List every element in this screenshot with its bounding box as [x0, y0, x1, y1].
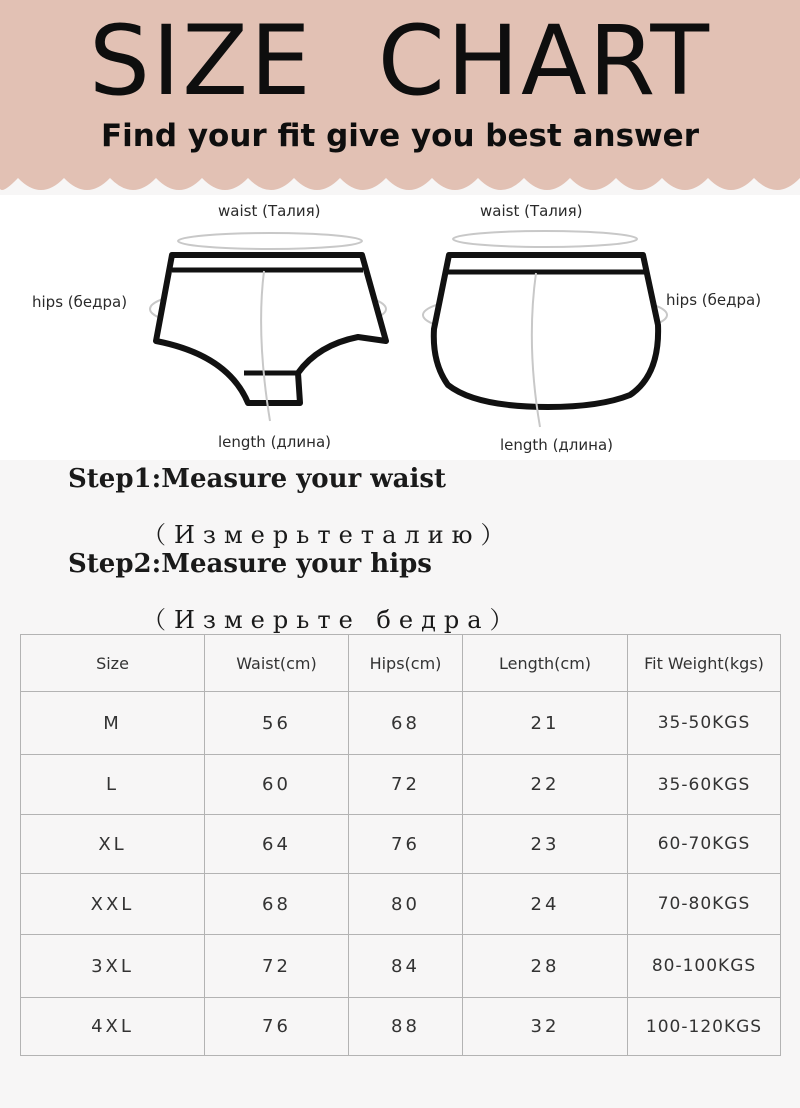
- page-title: SIZE CHART: [89, 5, 711, 117]
- header-waist: Waist(cm): [205, 635, 349, 692]
- underwear-illustrations: [0, 195, 800, 460]
- waist-cell: 60: [205, 755, 349, 815]
- size-cell: 3XL: [21, 935, 205, 998]
- waist-guide-left: [178, 233, 362, 249]
- size-cell: XL: [21, 815, 205, 874]
- waist-cell: 76: [205, 998, 349, 1056]
- length-cell: 21: [463, 692, 628, 755]
- hips-label-right: hips (бедра): [666, 291, 762, 309]
- size-cell: M: [21, 692, 205, 755]
- header-hips: Hips(cm): [349, 635, 463, 692]
- waist-cell: 72: [205, 935, 349, 998]
- table-row: [21, 692, 781, 755]
- fit-weight-cell: 80-100KGS: [628, 935, 781, 998]
- table-row: [21, 755, 781, 815]
- hips-cell: 68: [349, 692, 463, 755]
- hips-cell: 72: [349, 755, 463, 815]
- table-row: [21, 874, 781, 935]
- page-subtitle: Find your fit give you best answer: [101, 118, 699, 154]
- length-label-right: length (длина): [500, 436, 613, 454]
- step1-russian-text: （Измерьтеталию）: [142, 521, 513, 549]
- header-band: [0, 0, 800, 195]
- length-cell: 28: [463, 935, 628, 998]
- measurement-diagram: [0, 195, 800, 460]
- step2-russian-text: （Измерьте бедра）: [142, 606, 522, 634]
- brief-front-illustration: [150, 233, 386, 421]
- size-cell: L: [21, 755, 205, 815]
- fit-weight-cell: 100-120KGS: [628, 998, 781, 1056]
- hips-cell: 76: [349, 815, 463, 874]
- header-length: Length(cm): [463, 635, 628, 692]
- size-chart-table: [20, 634, 781, 1056]
- table-header-row: [21, 635, 781, 692]
- waist-label-left: waist (Талия): [218, 202, 321, 220]
- brief-back-illustration: [423, 231, 667, 427]
- length-cell: 22: [463, 755, 628, 815]
- table-row: [21, 815, 781, 874]
- header-size: Size: [21, 635, 205, 692]
- fit-weight-cell: 35-50KGS: [628, 692, 781, 755]
- size-cell: 4XL: [21, 998, 205, 1056]
- fit-weight-cell: 35-60KGS: [628, 755, 781, 815]
- measurement-steps: [0, 460, 800, 635]
- table-row: [21, 935, 781, 998]
- waist-guide-right: [453, 231, 637, 247]
- size-cell: XXL: [21, 874, 205, 935]
- header-fit-weight: Fit Weight(kgs): [628, 635, 781, 692]
- length-label-left: length (длина): [218, 433, 331, 451]
- hips-cell: 84: [349, 935, 463, 998]
- waist-cell: 56: [205, 692, 349, 755]
- hips-cell: 80: [349, 874, 463, 935]
- step2-text: Step2:Measure your hips: [68, 549, 432, 579]
- waist-cell: 68: [205, 874, 349, 935]
- fit-weight-cell: 60-70KGS: [628, 815, 781, 874]
- length-cell: 32: [463, 998, 628, 1056]
- hips-cell: 88: [349, 998, 463, 1056]
- step1-text: Step1:Measure your waist: [68, 464, 447, 494]
- waist-label-right: waist (Талия): [480, 202, 583, 220]
- fit-weight-cell: 70-80KGS: [628, 874, 781, 935]
- table-row: [21, 998, 781, 1056]
- hips-label-left: hips (бедра): [32, 293, 128, 311]
- waist-cell: 64: [205, 815, 349, 874]
- length-cell: 24: [463, 874, 628, 935]
- length-cell: 23: [463, 815, 628, 874]
